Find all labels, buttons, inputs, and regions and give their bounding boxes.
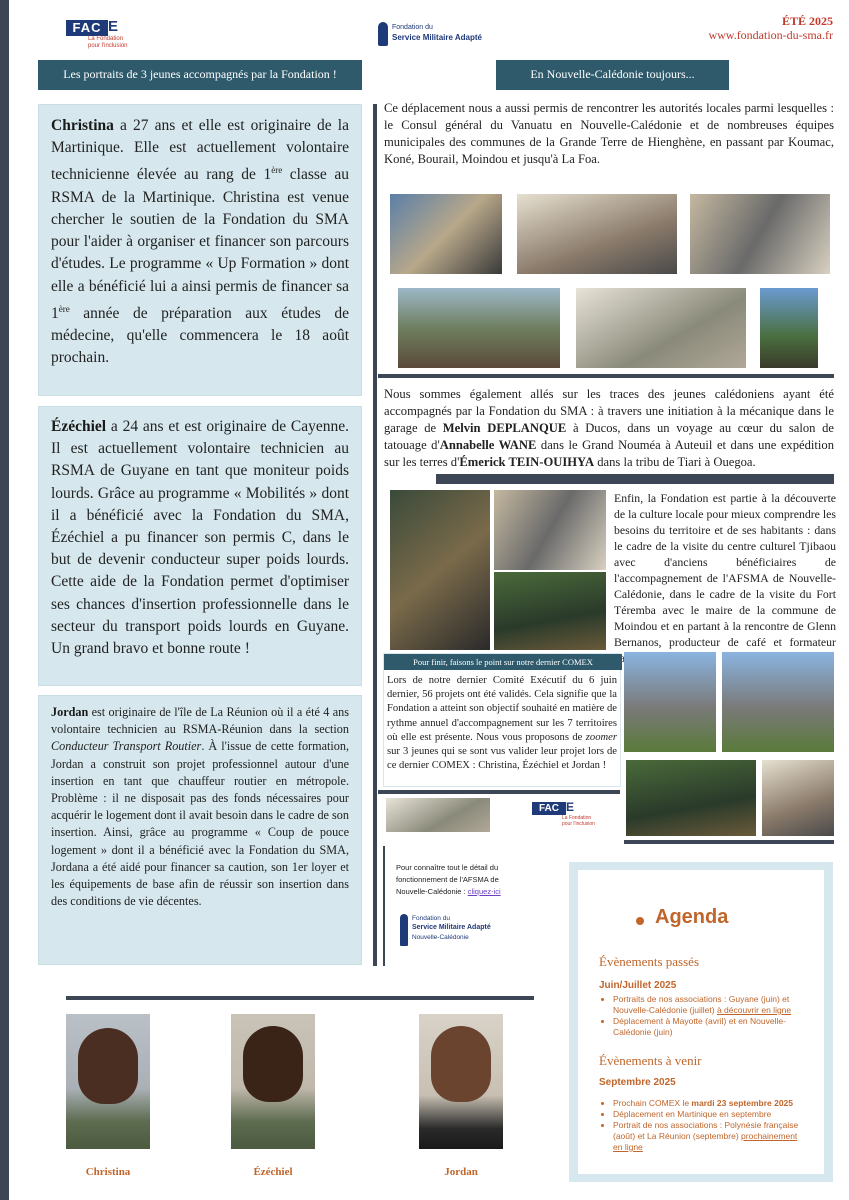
photo-garage (390, 490, 490, 650)
photo-fort-group (624, 652, 716, 752)
comex-title: Pour finir, faisons le point sur notre dernier COMEX (384, 654, 622, 670)
face-logo-small: FAC E La Fondation pour l'inclusion (532, 800, 602, 830)
ezechiel-text: Ézéchiel a 24 ans et est originaire de Cayenne. Il est actuellement volontaire technicien au RSMA de Guyane en tant que moniteur poids lourds. Grâce au programme « Mobilités » dont il a bénéficié avec la Fondation du SMA, Ézéchiel a pu financer son permis C, dans le but de devenir conducteur super poids lourds. Cette aide de la Fondation permet d'optimiser ses chances d'insertion professionnelle dans le secteur du transport poids lourds en Guyane. Un grand bravo et bonne route ! (51, 418, 349, 658)
left-sidebar-bar (0, 0, 9, 1200)
comex-box (383, 653, 621, 787)
website-url[interactable]: www.fondation-du-sma.fr (708, 28, 833, 42)
agenda-link-discover[interactable]: à découvrir en ligne (716, 1005, 792, 1015)
photo-office-group (576, 288, 746, 368)
banner-portraits: Les portraits de 3 jeunes accompagnés par la Fondation ! (38, 60, 362, 90)
section-divider-4 (624, 840, 834, 844)
sma-logo (378, 22, 488, 48)
face-logo-subtitle: La Fondation pour l'inclusion (88, 36, 128, 49)
agenda-future-item: • Déplacement en Martinique en septembre (613, 1109, 799, 1120)
face-logo-box: FAC (66, 20, 108, 36)
sma-logo-line2: Service Militaire Adapté (392, 33, 482, 42)
sma-logo-line1: Fondation du (392, 24, 433, 31)
info-text: Pour connaître tout le détail du fonctionnement de l'AFSMA de Nouvelle-Calédonie : cliquez-ici (396, 863, 501, 896)
sma-nc-logo-icon (400, 914, 408, 946)
photo-municipal-group (517, 194, 677, 274)
portrait-label-christina: Christina (85, 1166, 131, 1178)
photo-coffee-farm (494, 572, 606, 650)
issue-season: ÉTÉ 2025 (781, 14, 833, 28)
photo-building (760, 288, 818, 368)
info-divider (383, 846, 385, 966)
agenda-link-upcoming[interactable]: prochainement en ligne (613, 1131, 798, 1152)
jordan-name: Jordan (51, 705, 89, 719)
agenda-card (578, 870, 824, 1174)
nc-paragraph-authorities: Ce déplacement nous a aussi permis de rencontrer les autorités locales parmi lesquelles : le Consul général du Vanuatu en Nouvelle-Calédonie et de nombreuses équipes municipales des communes de la Grande Terre de Hienghène, en passant par Koumac, Koné, Bourail, Moindou et jusqu'à La Foa. (384, 101, 834, 166)
portrait-jordan-face (431, 1026, 491, 1102)
face-logo-e: E (108, 18, 119, 35)
portrait-jordan (419, 1014, 503, 1149)
agenda-panel (569, 862, 833, 1182)
sma-nc-logo: Fondation du Service Militaire Adapté Nouvelle-Calédonie (398, 912, 524, 952)
portraits-divider (66, 996, 534, 1000)
portrait-ezechiel-face (243, 1026, 303, 1102)
agenda-past-item: • Déplacement à Mayotte (avril) et en Nouvelle-Calédonie (juin) (613, 1016, 799, 1038)
agenda-past-heading: Évènements passés (599, 954, 700, 969)
jordan-text: Jordan est originaire de l'île de La Réunion où il a été 4 ans volontaire technicien au RSMA-Réunion dans la section Conducteur Transport Routier. À l'issue de cette formation, Jordan a construit son projet professionnel autour d'une insertion en tant que chauffeur routier en métropole. Problème : il ne disposait pas des fonds nécessaires pour acquérir le logement dont il avait besoin dans le cadre de son insertion. Ainsi, grâce au programme « Coup de pouce logement » dont il a bénéficié avec la Fondation du SMA, Jordana a été aidé pour financer sa caution, son 1er loyer et les équipements de base afin de réussir son insertion dans des conditions de vie décentes. (51, 705, 349, 909)
agenda-title: Agenda (655, 906, 729, 928)
portrait-christina-face (78, 1028, 138, 1104)
christina-name: Christina (51, 117, 114, 134)
ezechiel-name: Ézéchiel (51, 418, 107, 435)
portrait-christina (66, 1014, 150, 1149)
agenda-future-item: • Prochain COMEX le mardi 23 septembre 2025 (613, 1098, 799, 1109)
agenda-past-item: • Portraits de nos associations : Guyane (juin) et Nouvelle-Calédonie (juillet) à découvrir en ligne (613, 994, 799, 1016)
portrait-label-ezechiel: Ézéchiel (253, 1166, 293, 1178)
photo-cultural-center (494, 490, 606, 570)
christina-text: Christina a 27 ans et elle est originaire de la Martinique. Elle est actuellement volontaire technicienne élevée au rang de 1ère classe au RSMA de la Martinique. Christina est venue chercher le soutien de la Fondation du SMA pour l'aider à organiser et financer son parcours d'études. Le programme « Up Formation » dont elle a bénéficié lui a ainsi permis de financer sa 1ère année de préparation aux études de médecine, qu'elle commencera le 18 août prochain. (51, 117, 349, 367)
nc-paragraph-youth: Nous sommes également allés sur les traces des jeunes calédoniens ayant été accompagnés par la Fondation du SMA : à travers une initiation à la mécanique dans le garage de Melvin DEPLANQUE à Ducos, dans un voyage au cœur du salon de tatouage d'Annabelle WANE dans le Grand Nouméa à Auteuil et dans une expédition sur les terres d'Émerick TEIN-OUIHYA dans la tribu de Tiari à Ouegoa. (384, 387, 835, 469)
column-divider (373, 104, 377, 966)
section-divider-2 (436, 474, 834, 484)
nc-paragraph-culture: Enfin, la Fondation est partie à la découverte de la culture locale pour mieux comprendre les besoins du territoire et de ses habitants : dans le cadre de la visite du centre culturel Tjibaou avec d'anciens bénéficiaires de l'accompagnement de l'AFSMA de Nouvelle-Calédonie, dans le cadre de la visite du Fort Téremba avec le maire de la commune de Moindou et en partant à la rencontre de Glenn Bernanos, producteur de café et formateur (614, 491, 836, 649)
section-divider-3 (378, 790, 620, 794)
agenda-future-heading: Évènements à venir (599, 1053, 702, 1068)
jordan-box (38, 695, 362, 965)
banner-nouvelle-caledonie: En Nouvelle-Calédonie toujours... (496, 60, 729, 90)
agenda-future-item: • Portrait de nos associations : Polynésie française (août) et La Réunion (septembre) prochainement en ligne (613, 1120, 799, 1153)
photo-forest-group (626, 760, 756, 836)
agenda-past-list (599, 994, 799, 1038)
photo-outdoor-group (398, 288, 560, 368)
info-link[interactable]: cliquez-ici (467, 887, 501, 896)
sma-logo-icon (378, 22, 388, 46)
comex-text: Lors de notre dernier Comité Exécutif du 6 juin dernier, 56 projets ont été validés. Cela signifie que la Fondation a atteint son objectif souhaité en matière de rythme annuel d'accompagnement sur les 7 territoires où elle est présente. Nous vous proposons de zoomer sur 3 jeunes qui se sont vus valider leur projet lors de ce dernier COMEX : Christina, Ézéchiel et Jordan ! (387, 675, 617, 772)
photo-fort-tower (722, 652, 834, 752)
photo-comex-meeting (386, 798, 490, 832)
portrait-label-jordan: Jordan (444, 1166, 478, 1178)
ezechiel-box (38, 406, 362, 686)
face-logo (66, 18, 128, 48)
photo-meeting-table (690, 194, 830, 274)
christina-box (38, 104, 362, 396)
photo-coffee-producer (762, 760, 834, 836)
section-divider-1 (378, 374, 834, 378)
agenda-bullet-icon (636, 917, 644, 925)
agenda-past-period: Juin/Juillet 2025 (599, 980, 677, 991)
agenda-future-period: Septembre 2025 (599, 1077, 676, 1088)
agenda-future-list (599, 1098, 799, 1153)
portrait-ezechiel (231, 1014, 315, 1149)
photo-consul-meeting (390, 194, 502, 274)
